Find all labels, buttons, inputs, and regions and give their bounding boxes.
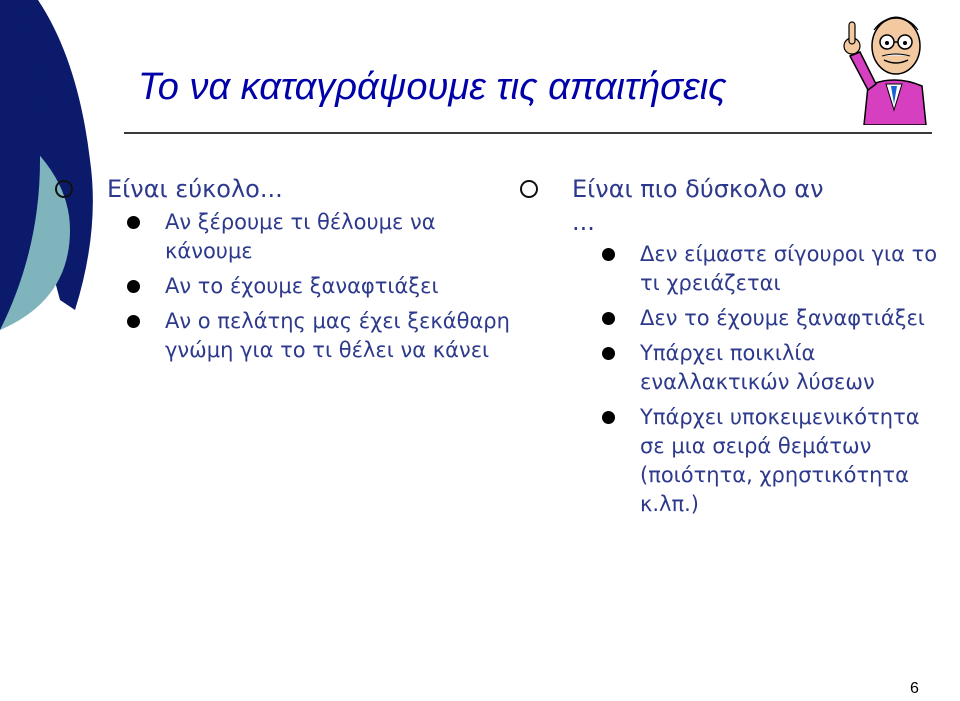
professor-pointing-clipart xyxy=(834,0,954,125)
list-item-text: Υπάρχει υποκειμενικότητα σε μια σειρά θεμάτων (ποιότητα, χρηστικότητα κ.λπ.) xyxy=(640,405,920,516)
list-item-text: Αν το έχουμε ξαναφτιάξει xyxy=(165,274,439,298)
list-item xyxy=(55,307,515,365)
list-item-text: Αν ο πελάτης μας έχει ξεκάθαρη γνώμη για το τι θέλει να κάνει xyxy=(165,309,510,362)
list-item xyxy=(520,304,940,333)
right-heading-text: Είναι πιο δύσκολο αν xyxy=(572,175,824,203)
list-item-text: Δεν είμαστε σίγουροι για το τι χρειάζεται xyxy=(640,242,938,295)
filled-dot-icon xyxy=(602,248,615,261)
hollow-circle-icon xyxy=(520,180,538,198)
list-item xyxy=(55,272,515,301)
right-heading xyxy=(520,174,940,204)
left-heading-text: Είναι εύκολο... xyxy=(107,175,283,203)
filled-dot-icon xyxy=(127,315,140,328)
list-item xyxy=(520,403,940,519)
list-item-text: Δεν το έχουμε ξαναφτιάξει xyxy=(640,306,925,330)
right-heading-ellipsis: ... xyxy=(572,208,595,236)
filled-dot-icon xyxy=(127,280,140,293)
filled-dot-icon xyxy=(602,411,615,424)
title-divider xyxy=(124,132,932,134)
page-number: 6 xyxy=(910,680,919,697)
list-item-text: Αν ξέρουμε τι θέλουμε να κάνουμε xyxy=(165,210,436,263)
hollow-circle-icon xyxy=(55,180,73,198)
list-item-text: Υπάρχει ποικιλία εναλλακτικών λύσεων xyxy=(640,341,875,394)
left-column xyxy=(55,174,515,371)
slide-title: Το να καταγράψουμε τις απαιτήσεις xyxy=(138,66,727,108)
list-item xyxy=(55,208,515,266)
filled-dot-icon xyxy=(602,347,615,360)
filled-dot-icon xyxy=(127,216,140,229)
filled-dot-icon xyxy=(602,312,615,325)
list-item xyxy=(520,240,940,298)
left-heading xyxy=(55,174,515,204)
right-column xyxy=(520,174,940,525)
list-item xyxy=(520,339,940,397)
